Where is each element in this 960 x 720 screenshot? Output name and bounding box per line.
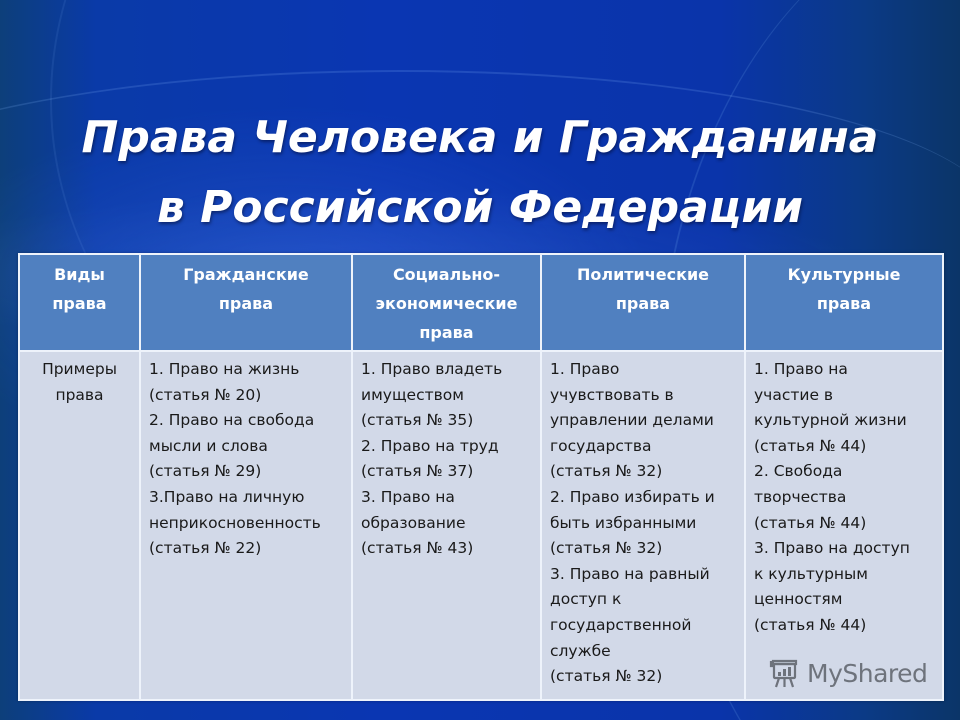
cell-line: (статья № 35) (361, 411, 474, 430)
cell-socio-economic-examples (352, 351, 541, 700)
cell-line: учувствовать в (550, 385, 674, 404)
header-text: права (52, 294, 107, 313)
cell-line: (статья № 20) (149, 385, 262, 404)
cell-line: государства (550, 436, 652, 455)
cell-line: службе (550, 641, 611, 660)
cell-line: 1. Право на (754, 360, 848, 378)
cell-line: 2. Свобода (754, 462, 843, 481)
header-socio-economic-rights (352, 254, 541, 351)
cell-line: (статья № 32) (550, 462, 663, 481)
cell-line: (статья № 29) (149, 462, 262, 481)
cell-line: 1. Право на жизнь (149, 360, 300, 378)
cell-line: 2. Право избирать и (550, 487, 715, 506)
cell-line: 1. Право (550, 360, 620, 378)
cell-line: (статья № 44) (754, 513, 867, 532)
cell-line: 3. Право на (361, 487, 455, 506)
header-rights-types (19, 254, 140, 351)
header-text: Виды (54, 265, 105, 284)
row-label-text: права (55, 385, 104, 404)
cell-line: (статья № 37) (361, 462, 474, 481)
presentation-board-icon (767, 656, 801, 690)
header-text: Гражданские (183, 265, 309, 284)
table-header-row (19, 254, 943, 351)
cell-line: мысли и слова (149, 436, 268, 455)
header-text: права (218, 294, 274, 313)
cell-line: управлении делами (550, 411, 714, 430)
cell-line: государственной (550, 615, 692, 634)
header-text: Социально- (392, 265, 501, 284)
cell-line: образование (361, 513, 466, 532)
rights-table (18, 253, 944, 701)
row-label-text: Примеры (42, 360, 117, 378)
cell-line: имуществом (361, 385, 464, 404)
cell-line: 1. Право владеть (361, 360, 503, 378)
slide-title-line-1: Права Человека и Гражданина (81, 112, 879, 164)
cell-line: доступ к (550, 590, 622, 609)
table-row (19, 351, 943, 700)
myshared-watermark (767, 655, 927, 691)
header-text: права (816, 294, 872, 313)
row-label-examples (19, 351, 140, 700)
cell-line: творчества (754, 487, 847, 506)
cell-line: быть избранными (550, 513, 697, 532)
header-political-rights (541, 254, 745, 351)
header-cultural-rights (745, 254, 943, 351)
cell-line: (статья № 32) (550, 667, 663, 686)
header-text: Культурные (787, 265, 901, 284)
cell-line: (статья № 43) (361, 539, 474, 558)
cell-line: неприкосновенность (149, 513, 321, 532)
cell-line: 3. Право на доступ (754, 539, 910, 558)
cell-political-examples (541, 351, 745, 700)
cell-line: (статья № 44) (754, 615, 867, 634)
header-civil-rights (140, 254, 352, 351)
cell-line: культурной жизни (754, 411, 907, 430)
slide-title (0, 103, 960, 243)
cell-cultural-examples (745, 351, 943, 700)
cell-line: 2. Право на свобода (149, 411, 315, 430)
watermark-text: MyShared (807, 658, 928, 688)
cell-line: к культурным (754, 564, 868, 583)
header-text: Политические (576, 265, 710, 284)
cell-civil-examples (140, 351, 352, 700)
cell-line: (статья № 22) (149, 539, 262, 558)
header-text: права (419, 323, 474, 342)
cell-line: (статья № 44) (754, 436, 867, 455)
header-text: экономические (375, 294, 518, 313)
header-text: права (615, 294, 671, 313)
slide-title-line-2: в Российской Федерации (156, 182, 804, 234)
cell-line: (статья № 32) (550, 539, 663, 558)
cell-line: 3.Право на личную (149, 487, 305, 506)
cell-line: участие в (754, 385, 834, 404)
cell-line: 2. Право на труд (361, 436, 499, 455)
cell-line: 3. Право на равный (550, 564, 710, 583)
cell-line: ценностям (754, 590, 843, 609)
